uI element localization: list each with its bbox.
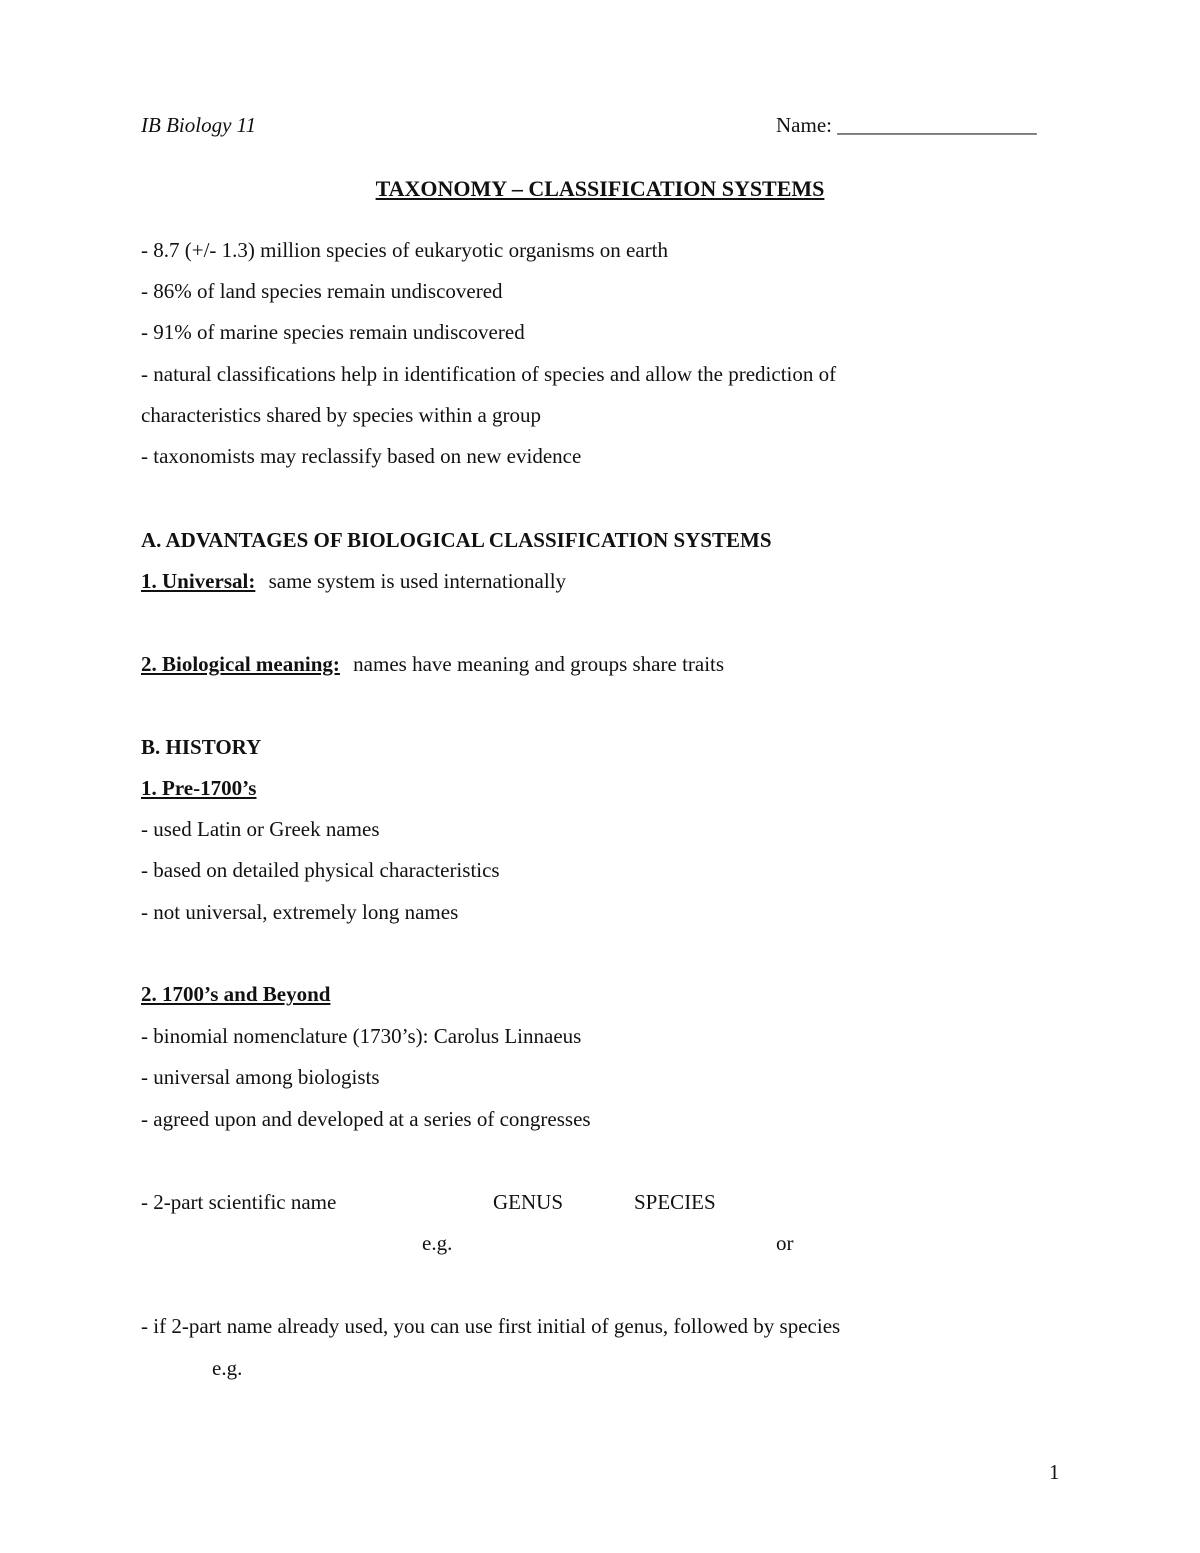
intro-line: - natural classifications help in identification of species and allow the prediction of bbox=[141, 362, 837, 386]
advantage-item-biological-meaning bbox=[141, 654, 724, 675]
advantage-item-universal bbox=[141, 571, 566, 592]
advantage-label: 2. Biological meaning: bbox=[141, 652, 340, 676]
or-label: or bbox=[776, 1231, 794, 1255]
page-number: 1 bbox=[1049, 1460, 1060, 1484]
intro-line: - 8.7 (+/- 1.3) million species of eukaryotic organisms on earth bbox=[141, 238, 668, 262]
page-title: TAXONOMY – CLASSIFICATION SYSTEMS bbox=[375, 176, 825, 201]
history-line: - binomial nomenclature (1730’s): Carolus Linnaeus bbox=[141, 1024, 582, 1048]
student-name-field-label: Name: ___________________ bbox=[776, 113, 1037, 137]
post-1700-heading: 2. 1700’s and Beyond bbox=[141, 982, 331, 1006]
advantage-text: same system is used internationally bbox=[268, 569, 567, 593]
history-line: - agreed upon and developed at a series of congresses bbox=[141, 1107, 591, 1131]
two-part-name-lead: - 2-part scientific name bbox=[141, 1190, 337, 1214]
example-label: e.g. bbox=[422, 1231, 453, 1255]
intro-line: - 91% of marine species remain undiscovered bbox=[141, 320, 525, 344]
advantage-text: names have meaning and groups share traits bbox=[353, 652, 725, 676]
history-line: - used Latin or Greek names bbox=[141, 817, 380, 841]
history-line: - not universal, extremely long names bbox=[141, 900, 459, 924]
history-line: - based on detailed physical characteristics bbox=[141, 858, 500, 882]
intro-line: characteristics shared by species within a group bbox=[141, 403, 542, 427]
section-a-heading: A. ADVANTAGES OF BIOLOGICAL CLASSIFICATION SYSTEMS bbox=[141, 528, 772, 552]
course-name: IB Biology 11 bbox=[141, 113, 257, 137]
genus-label: GENUS bbox=[493, 1190, 564, 1214]
example-label: e.g. bbox=[212, 1356, 243, 1380]
section-b-heading: B. HISTORY bbox=[141, 735, 262, 759]
intro-line: - 86% of land species remain undiscovered bbox=[141, 279, 503, 303]
history-line: - universal among biologists bbox=[141, 1065, 380, 1089]
intro-line: - taxonomists may reclassify based on new evidence bbox=[141, 444, 582, 468]
advantage-label: 1. Universal: bbox=[141, 569, 256, 593]
reuse-rule-line: - if 2-part name already used, you can use first initial of genus, followed by species bbox=[141, 1314, 841, 1338]
pre-1700-heading: 1. Pre-1700’s bbox=[141, 776, 257, 800]
species-label: SPECIES bbox=[634, 1190, 716, 1214]
